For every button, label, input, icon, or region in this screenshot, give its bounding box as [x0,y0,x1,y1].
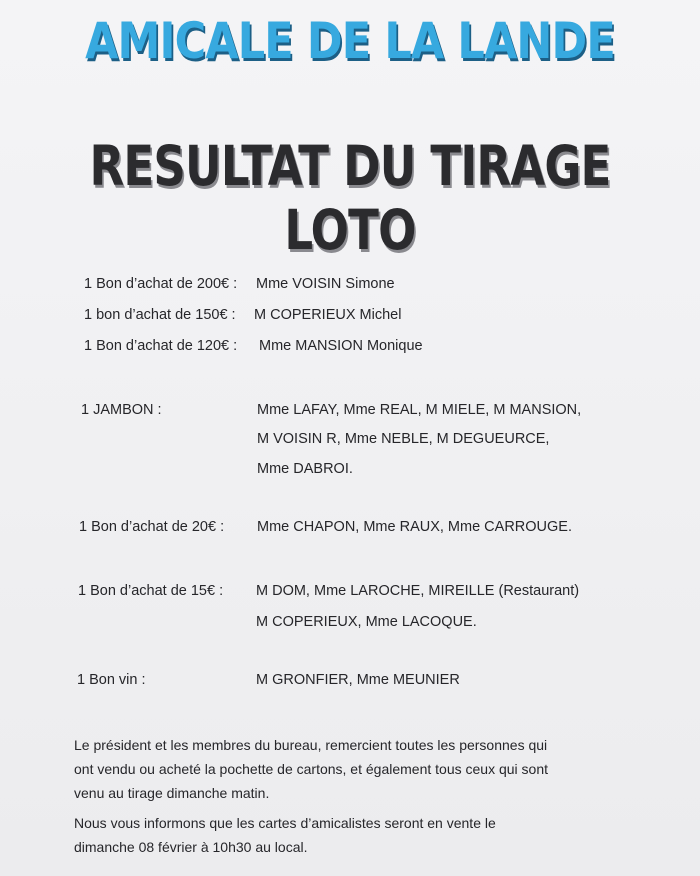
thanks-line-2: ont vendu ou acheté la pochette de cartons, et également tous ceux qui sont [74,761,548,777]
winner-line-6a: M DOM, Mme LAROCHE, MIREILLE (Restaurant) [256,583,580,599]
winner-line-5: Mme CHAPON, Mme RAUX, Mme CARROUGE. [257,519,572,535]
thanks-line-3: venu au tirage dimanche matin. [74,785,270,801]
winner-line-4c: Mme DABROI. [257,461,353,477]
winner-line-4a: Mme LAFAY, Mme REAL, M MIELE, M MANSION, [257,402,582,418]
prize-label-4: 1 JAMBON : [81,402,162,418]
winner-line-1: Mme VOISIN Simone [256,276,395,292]
prize-label-5: 1 Bon d’achat de 20€ : [79,519,225,535]
prize-label-1: 1 Bon d’achat de 200€ : [84,276,238,292]
winner-line-3: Mme MANSION Monique [259,338,423,354]
winner-line-7: M GRONFIER, Mme MEUNIER [256,672,460,688]
page-title: RESULTAT DU TIRAGE LOTO [89,134,611,262]
prize-label-6: 1 Bon d’achat de 15€ : [78,583,224,599]
thanks-line-1: Le président et les membres du bureau, remercient toutes les personnes qui [74,737,548,753]
announcement-paragraph [74,811,614,859]
winner-line-4b: M VOISIN R, Mme NEBLE, M DEGUEURCE, [257,431,550,447]
prize-label-3: 1 Bon d’achat de 120€ : [84,338,238,354]
announcement-line-2: dimanche 08 février à 10h30 au local. [74,839,308,855]
winner-line-2: M COPERIEUX Michel [254,307,402,323]
thanks-paragraph [74,733,614,805]
prize-label-2: 1 bon d’achat de 150€ : [84,307,236,323]
winner-line-6b: M COPERIEUX, Mme LACOQUE. [256,614,477,630]
prize-label-7: 1 Bon vin : [77,672,146,688]
announcement-line-1: Nous vous informons que les cartes d’amicalistes seront en vente le [74,815,496,831]
organization-heading: AMICALE DE LA LANDE [85,12,615,70]
